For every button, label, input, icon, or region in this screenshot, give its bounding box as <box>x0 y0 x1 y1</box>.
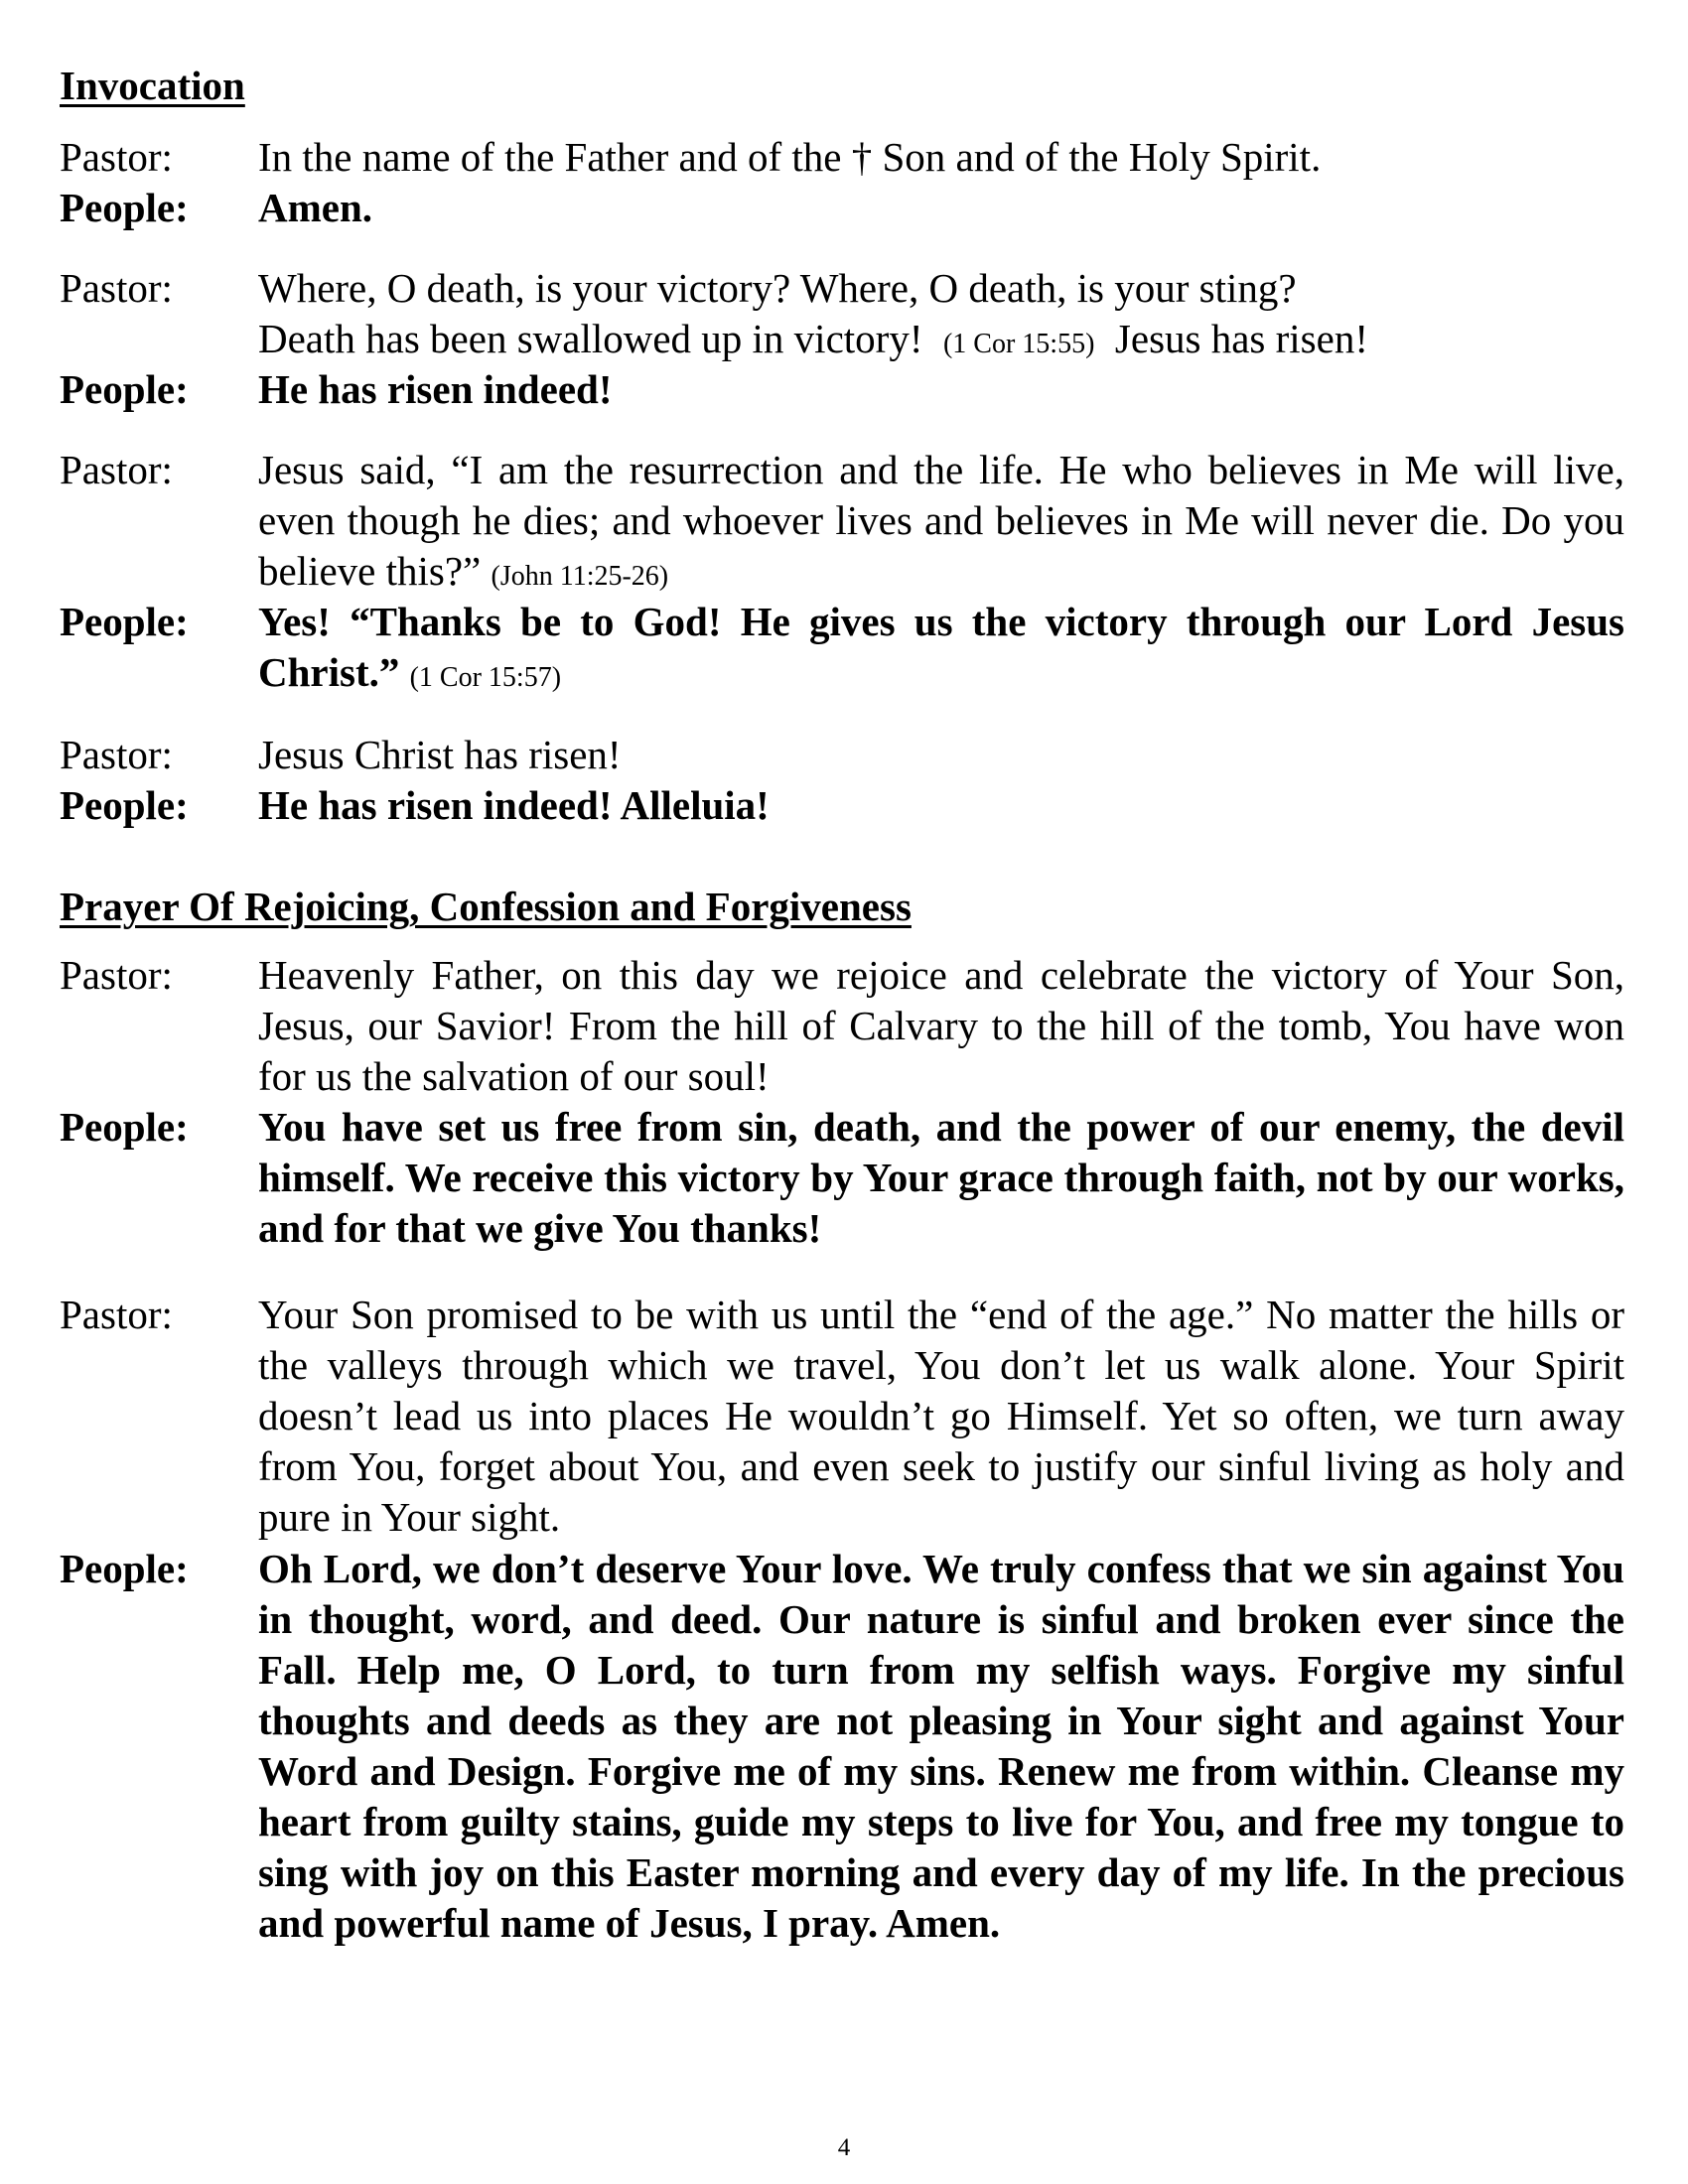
speaker-label: Pastor: <box>60 265 173 311</box>
pastor-text-line: Where, O death, is your victory? Where, O death, is your sting? <box>258 265 1297 311</box>
people-response-body: Yes! “Thanks be to God! He gives us the victory through our Lord Jesus Christ.” <box>258 599 1624 695</box>
liturgy-entry <box>60 445 1624 602</box>
section-heading-prayer: Prayer Of Rejoicing, Confession and Forgiveness <box>60 884 912 929</box>
pastor-text-fragment: Death has been swallowed up in victory! <box>258 316 923 361</box>
people-response: He has risen indeed! <box>258 366 613 412</box>
scripture-reference: (1 Cor 15:55) <box>942 329 1095 359</box>
liturgy-entry <box>60 1102 1624 1254</box>
pastor-text: Jesus Christ has risen! <box>258 732 622 777</box>
pastor-text-body: Jesus said, “I am the resurrection and the life. He who believes in Me will live, even though he dies; and whoever lives and believes in Me will never die. Do you believe this?” <box>258 447 1624 594</box>
liturgy-entry <box>60 263 1624 369</box>
speaker-label: People: <box>60 1104 189 1150</box>
people-response <box>258 597 1624 703</box>
speaker-label: Pastor: <box>60 1292 173 1337</box>
liturgy-entry <box>60 597 1624 703</box>
liturgy-entry <box>60 1290 1624 1543</box>
speaker-label: People: <box>60 366 189 412</box>
pastor-text-fragment: Jesus has risen! <box>1114 316 1368 361</box>
section-heading-invocation: Invocation <box>60 63 245 108</box>
people-response: Oh Lord, we don’t deserve Your love. We truly confess that we sin against You in thought, word, and deed. Our nature is sinful and broken ever since the Fall. Help me, O Lord, to turn from my selfish ways. Forgive my sinful thoughts and deeds as they are not pleasing in Your sight and against Your Word and Design. Forgive me of my sins. Renew me from within. Cleanse my heart from guilty stains, guide my steps to live for You, and free my tongue to sing with joy on this Easter morning and every day of my life. In the precious and powerful name of Jesus, I pray. Amen. <box>258 1546 1624 1946</box>
people-response: You have set us free from sin, death, and the power of our enemy, the devil himself. We receive this victory by Your grace through faith, not by our works, and for that we give You thanks! <box>258 1104 1624 1251</box>
page-number: 4 <box>837 2134 851 2161</box>
scripture-reference: (John 11:25-26) <box>491 561 669 592</box>
speaker-label: People: <box>60 782 189 828</box>
speaker-label: Pastor: <box>60 447 173 492</box>
scripture-reference: (1 Cor 15:57) <box>409 662 562 693</box>
liturgy-entry <box>60 730 1624 780</box>
people-response: He has risen indeed! Alleluia! <box>258 782 770 828</box>
speaker-label: Pastor: <box>60 134 173 180</box>
pastor-text: Your Son promised to be with us until the “end of the age.” No matter the hills or the valleys through which we travel, You don’t let us walk alone. Your Spirit doesn’t lead us into places He wouldn’t go Himself. Yet so often, we turn away from You, forget about You, and even seek to justify our sinful living as holy and pure in Your sight. <box>258 1292 1624 1540</box>
liturgy-entry <box>60 132 1624 183</box>
liturgy-entry <box>60 780 1624 831</box>
people-response: Amen. <box>258 185 373 230</box>
speaker-label: Pastor: <box>60 952 173 998</box>
liturgy-entry <box>60 183 1624 233</box>
liturgy-entry <box>60 1544 1624 1949</box>
speaker-label: People: <box>60 185 189 230</box>
pastor-text <box>258 263 1624 369</box>
pastor-text: Heavenly Father, on this day we rejoice and celebrate the victory of Your Son, Jesus, our Savior! From the hill of Calvary to the hill of the tomb, You have won for us the salvation of our soul! <box>258 952 1624 1099</box>
pastor-text-line <box>258 314 1624 369</box>
liturgy-entry <box>60 364 1624 415</box>
speaker-label: People: <box>60 599 189 644</box>
speaker-label: Pastor: <box>60 732 173 777</box>
pastor-text: In the name of the Father and of the † Son and of the Holy Spirit. <box>258 134 1322 180</box>
speaker-label: People: <box>60 1546 189 1591</box>
liturgy-entry <box>60 950 1624 1102</box>
pastor-text <box>258 445 1624 602</box>
